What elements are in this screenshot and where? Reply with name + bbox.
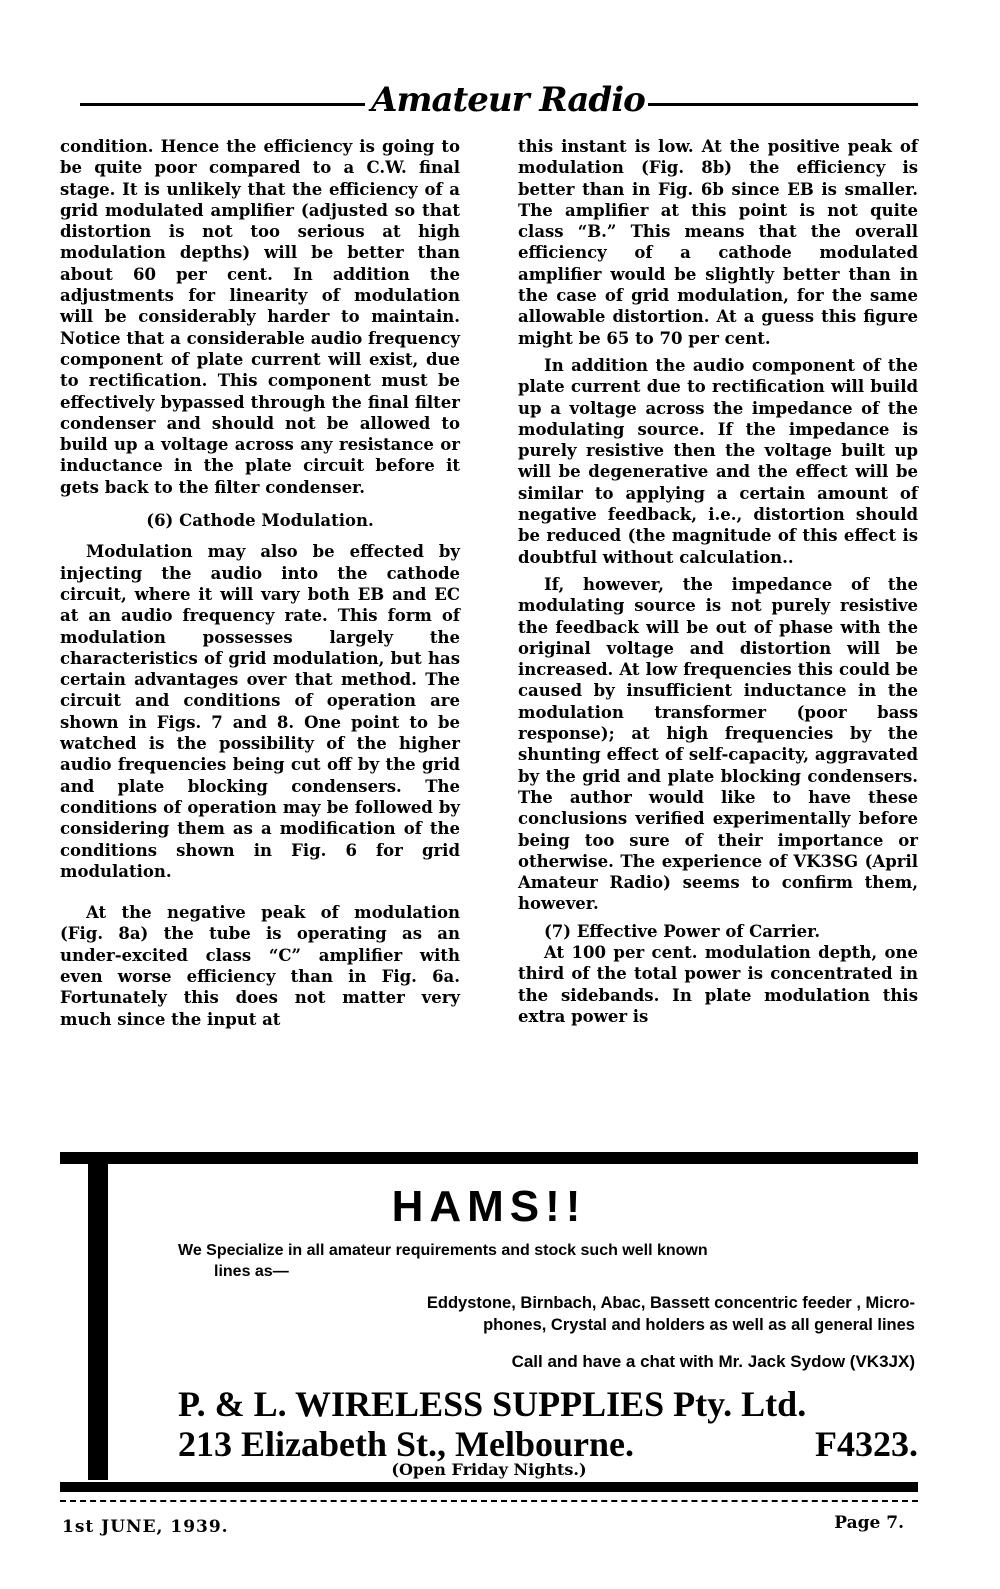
footer-date: 1st JUNE, 1939. [62, 1517, 229, 1537]
masthead [78, 78, 922, 128]
right-paragraph-1: this instant is low. At the positive peak of modulation (Fig. 8b) the efficiency is better than in Fig. 6b since EB is smaller. The amplifier at this point is not quite class “B.” This means that the overall efficiency of a cathode modulated amplifier would be slightly better than in the case of grid modulation, for the same allowable distortion. At a guess this figure might be 65 to 70 per cent. [518, 137, 918, 348]
masthead-rule-left [80, 103, 365, 106]
ad-specialize-line-2: lines as— [214, 1263, 289, 1280]
ad-company-block [178, 1384, 918, 1464]
masthead-rule-right [648, 103, 918, 106]
ad-headline: HAMS!! [391, 1182, 587, 1231]
right-column [518, 136, 918, 1033]
advertisement [60, 1152, 918, 1492]
left-paragraph-2: Modulation may also be effected by injecting the audio into the cathode circuit, where it will vary both EB and EC at an audio frequency rate. This form of modulation possesses largely the characteristics of grid modulation, but has certain advantages over that method. The circuit and conditions of operation are shown in Figs. 7 and 8. One point to be watched is the possibility of the higher audio frequencies being cut off by the grid and plate blocking condensers. The conditions of operation may be followed by considering them as a modification of the conditions shown in Fig. 6 for grid modulation. [60, 542, 460, 881]
ad-specialize-line-1: We Specialize in all amateur requirements and stock such well known [178, 1242, 708, 1259]
right-paragraph-4: At 100 per cent. modulation depth, one third of the total power is concentrated in the sidebands. In plate modulation this extra power is [518, 942, 918, 1026]
ad-address: 213 Elizabeth St., Melbourne. [178, 1424, 634, 1464]
ad-brands [260, 1292, 915, 1336]
ad-company-name: P. & L. WIRELESS SUPPLIES Pty. Ltd. [178, 1384, 807, 1424]
left-paragraph-3: At the negative peak of modulation (Fig. 8a) the tube is operating as an under-excited class “C” amplifier with even worse efficiency than in Fig. 6a. Fortunately this does not matter very much since the input at [60, 903, 460, 1029]
section-heading-cathode-modulation: (6) Cathode Modulation. [146, 511, 374, 531]
right-paragraph-3: If, however, the impedance of the modulating source is not purely resistive the feedback will be out of phase with the original voltage and distortion will be increased. At low frequencies this could be caused by insufficient inductance in the modulation transformer (poor bass response); at high frequencies by the shunting effect of self-capacity, aggravated by the grid and plate blocking condensers. The author would like to have these conclusions verified experimentally before being too sure of their importance or otherwise. The experience of VK3SG (April Amateur Radio) seems to confirm them, however. [518, 574, 918, 914]
ad-hours: (Open Friday Nights.) [391, 1460, 587, 1479]
ad-brands-line-2: phones, Crystal and holders as well as all general lines [483, 1316, 915, 1334]
right-paragraph-2: In addition the audio component of the plate current due to rectification will build up a voltage across the impedance of the modulating source. If the impedance is purely resistive then the voltage built up will be degenerative and the effect will be similar to applying a certain amount of negative feedback, i.e., distortion should be reduced (the magnitude of this effect is doubtful without calculation.. [518, 355, 918, 567]
ad-brands-line-1: Eddystone, Birnbach, Abac, Bassett concentric feeder , Micro- [426, 1294, 915, 1312]
page-number: Page 7. [834, 1513, 904, 1533]
masthead-title: Amateur Radio [371, 80, 645, 120]
ad-specialize-text [178, 1240, 918, 1282]
section-heading-effective-power: (7) Effective Power of Carrier. [544, 921, 821, 941]
ad-phone: F4323. [815, 1424, 918, 1464]
left-column [60, 136, 460, 1036]
footer-rule [60, 1500, 918, 1502]
left-paragraph-1: condition. Hence the efficiency is going to be quite poor compared to a C.W. final stage. It is unlikely that the efficiency of a grid modulated amplifier (adjusted so that distortion is not too serious at high modulation depths) will be better than about 60 per cent. In addition the adjustments for linearity of modulation will be considerably harder to maintain. Notice that a considerable audio frequency component of plate current will exist, due to rectification. This component must be effectively bypassed through the final filter condenser and should not be allowed to build up a voltage across any resistance or inductance in the plate circuit before it gets back to the filter condenser. [60, 137, 460, 497]
ad-chat-line: Call and have a chat with Mr. Jack Sydow (VK3JX) [511, 1352, 915, 1371]
ad-address-row [178, 1424, 918, 1464]
